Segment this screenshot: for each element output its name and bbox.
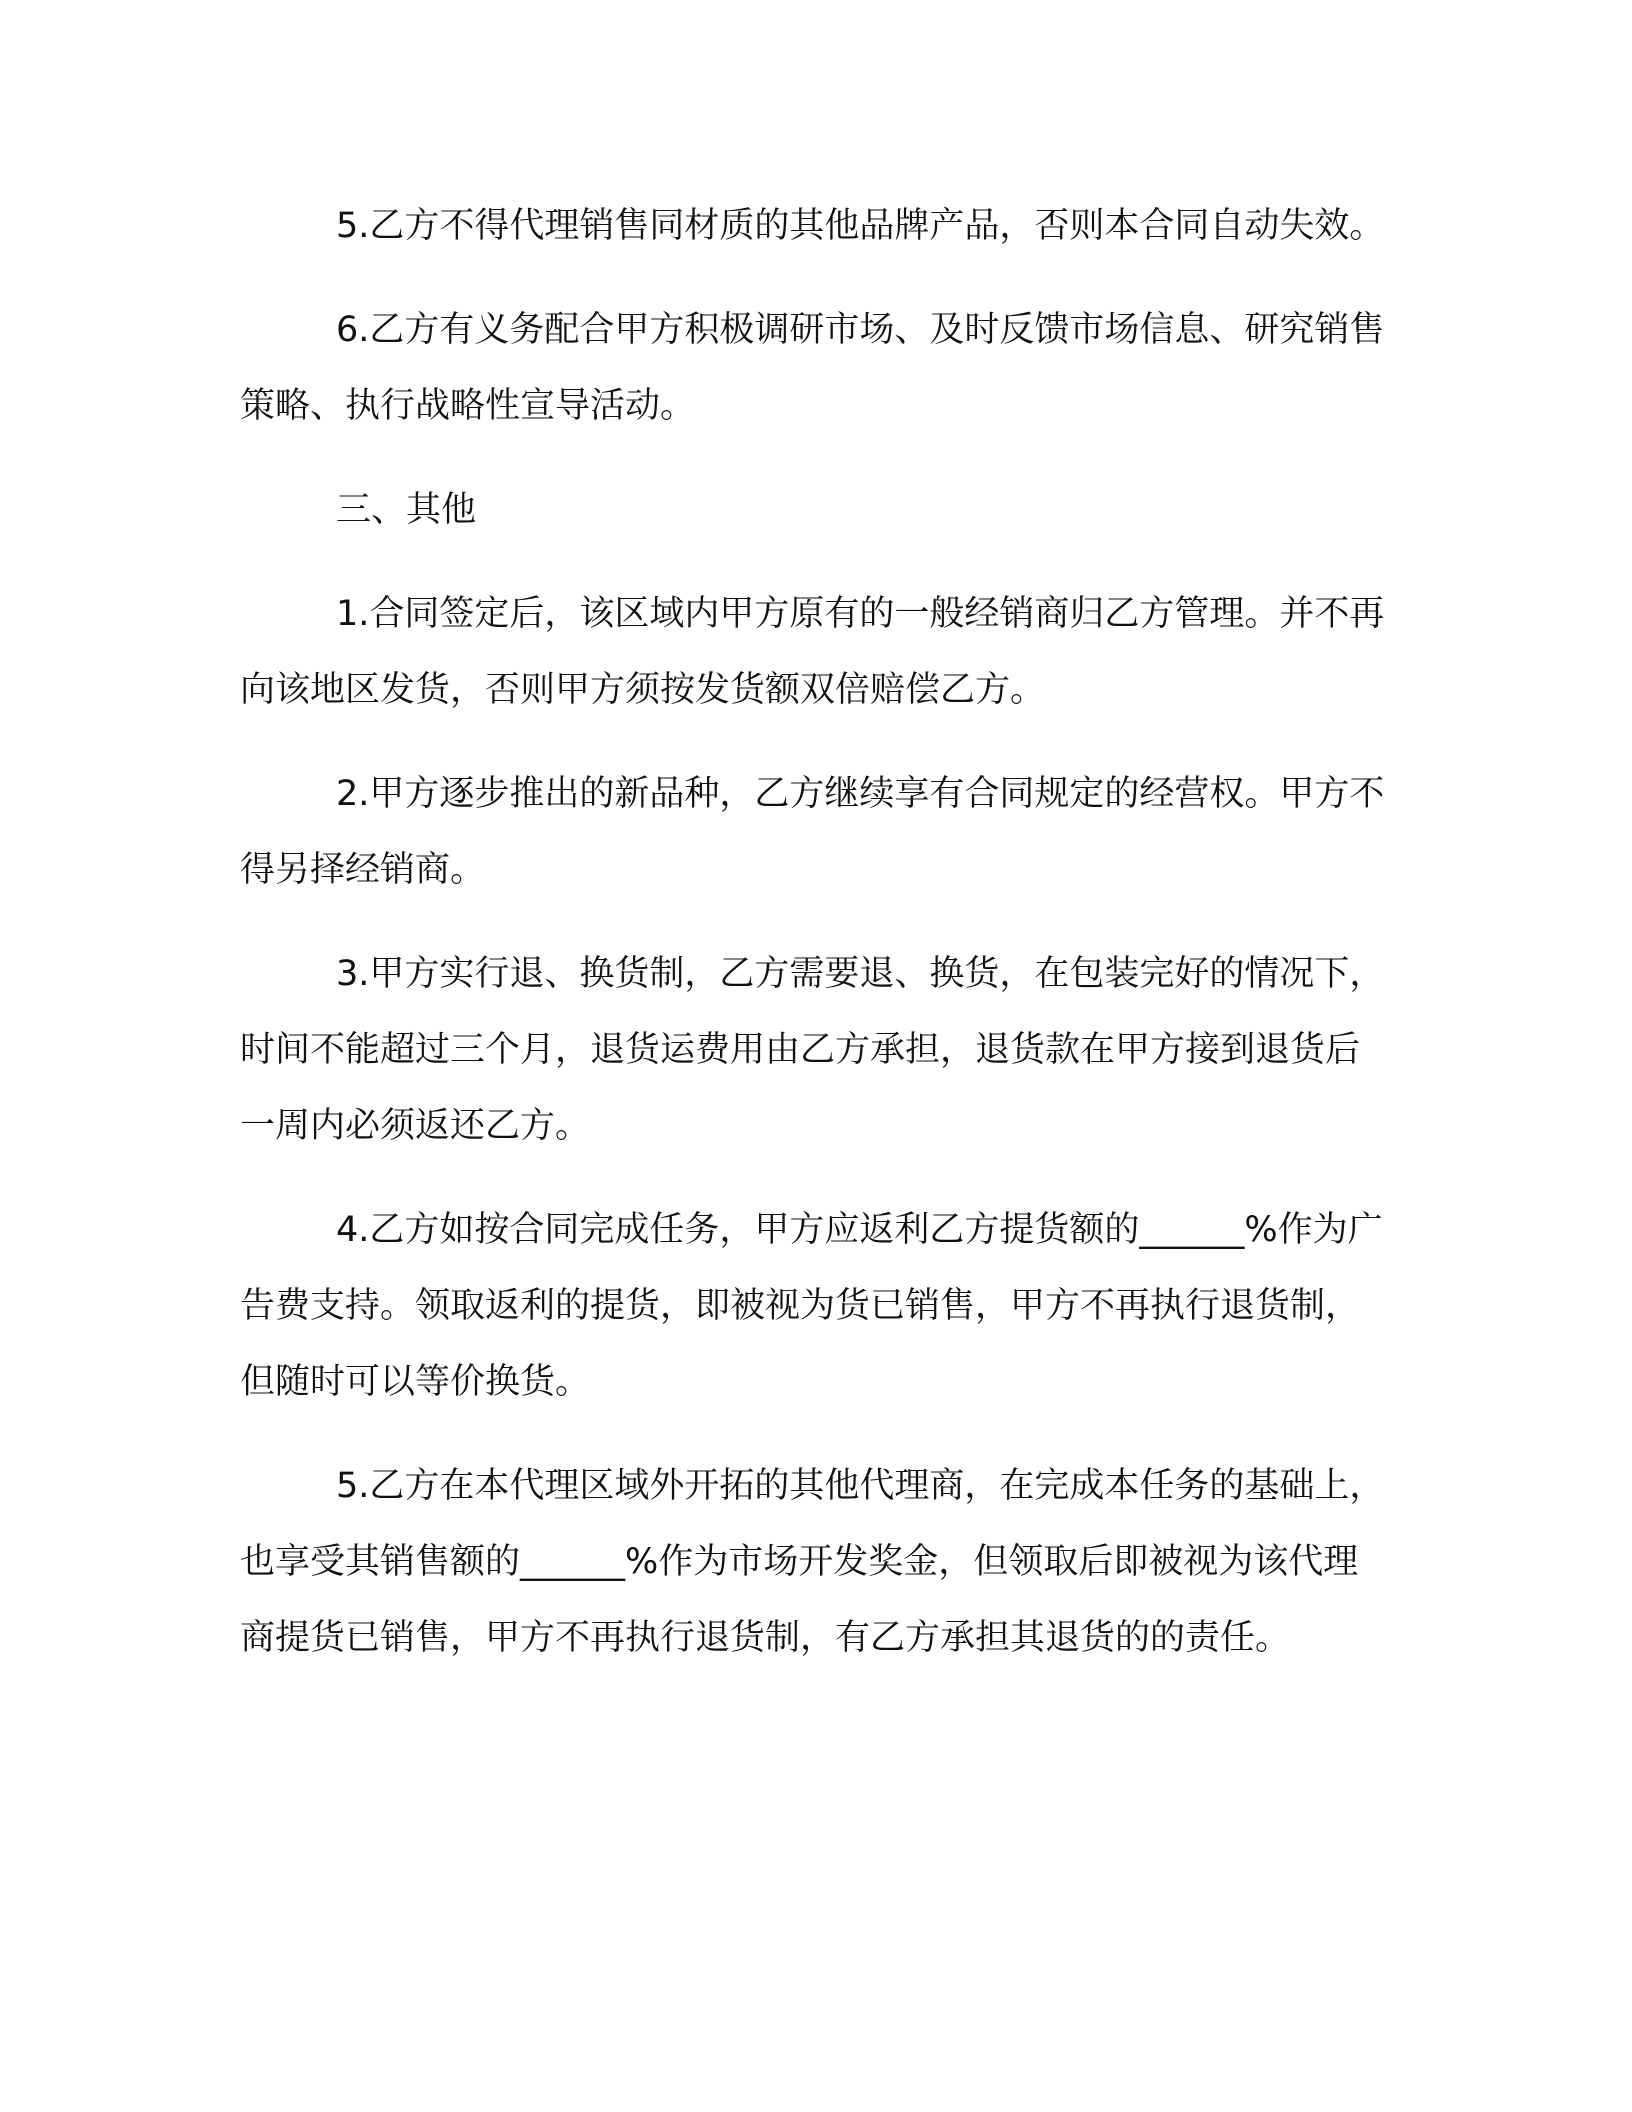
other-clause-4-rebate (240, 1192, 1392, 1420)
clause-text-start: 5.乙方在本代理区域外开拓的其他代理商，在完成本任务的基础上，也享受其销售额的 (240, 1466, 1385, 1582)
other-clause-1-distributors: 1.合同签定后，该区域内甲方原有的一般经销商归乙方管理。并不再向该地区发货，否则甲方须按发货额双倍赔偿乙方。 (240, 594, 1385, 710)
document-body (240, 188, 1392, 1704)
fill-in-blank: ______ (1139, 1210, 1245, 1250)
clause-5-no-other-brands: 5.乙方不得代理销售同材质的其他品牌产品，否则本合同自动失效。 (336, 206, 1385, 246)
clause-6-market-cooperation: 6.乙方有义务配合甲方积极调研市场、及时反馈市场信息、研究销售策略、执行战略性宣导活动。 (240, 310, 1385, 426)
clause-text-end: %作为广告费支持。领取返利的提货，即被视为货已销售，甲方不再执行退货制，但随时可以等价换货。 (240, 1210, 1383, 1402)
clause-text-start: 4.乙方如按合同完成任务，甲方应返利乙方提货额的 (336, 1210, 1140, 1250)
section-heading-other: 三、其他 (336, 490, 477, 530)
other-clause-2-new-products: 2.甲方逐步推出的新品种，乙方继续享有合同规定的经营权。甲方不得另择经销商。 (240, 774, 1385, 890)
fill-in-blank: ______ (520, 1542, 626, 1582)
other-clause-3-returns: 3.甲方实行退、换货制，乙方需要退、换货，在包装完好的情况下，时间不能超过三个月，退货运费用由乙方承担，退货款在甲方接到退货后一周内必须返还乙方。 (240, 954, 1385, 1146)
other-clause-5-market-bonus (240, 1448, 1392, 1676)
clause-text-end: %作为市场开发奖金，但领取后即被视为该代理商提货已销售，甲方不再执行退货制，有乙方承担其退货的的责任。 (240, 1542, 1359, 1658)
